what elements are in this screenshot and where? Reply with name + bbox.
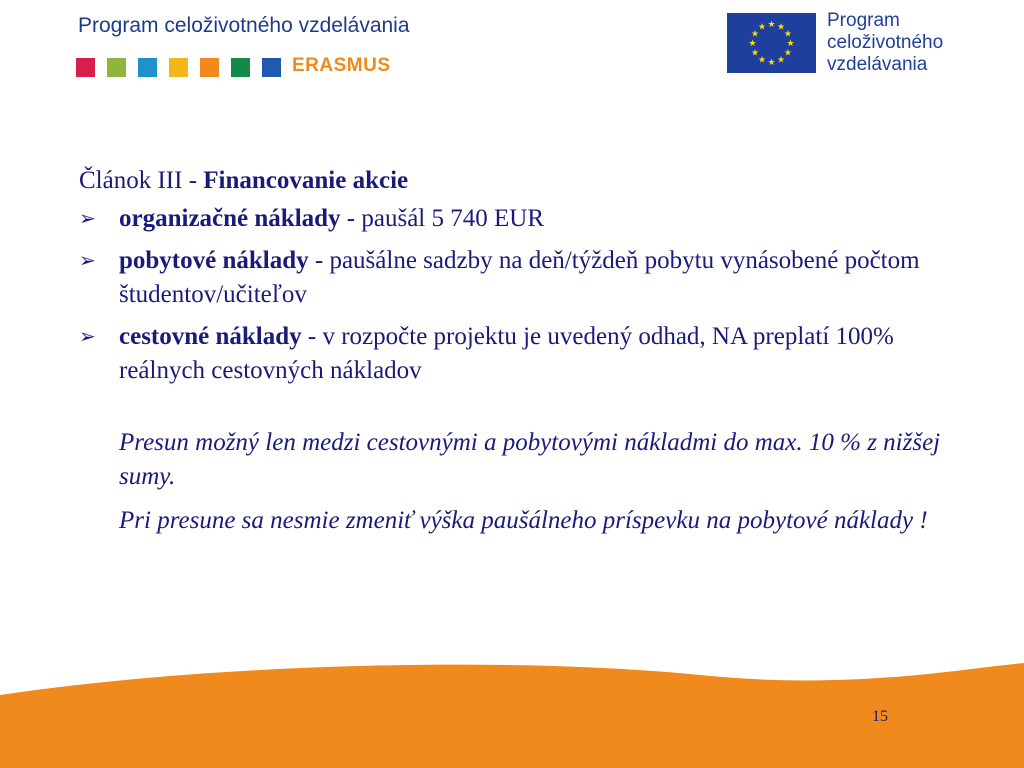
eu-star: ★ [786, 38, 795, 48]
slide-content [79, 164, 959, 538]
color-square [262, 58, 281, 77]
bullet-item [79, 244, 959, 312]
eu-star: ★ [751, 47, 760, 58]
bullet-item [79, 320, 959, 388]
color-square [138, 58, 157, 77]
eu-star: ★ [757, 21, 767, 32]
color-square [231, 58, 250, 77]
bullet-text [119, 244, 959, 312]
eu-star: ★ [767, 19, 776, 29]
arrow-bullet-icon: ➢ [79, 250, 96, 272]
color-square [76, 58, 95, 77]
page-number: 15 [872, 708, 888, 725]
eu-star: ★ [767, 57, 776, 67]
color-square [107, 58, 126, 77]
eu-star: ★ [751, 28, 760, 39]
eu-star: ★ [748, 38, 757, 48]
program-name: ERASMUS [292, 55, 391, 76]
heading-bold: Financovanie akcie [203, 167, 409, 194]
logo-line-1: Program [827, 10, 900, 31]
arrow-bullet-icon: ➢ [79, 208, 96, 230]
logo-line-3: vzdelávania [827, 54, 928, 75]
eu-flag-icon [727, 13, 816, 73]
bullet-rest: - paušálne sadzby na deň/týždeň pobytu vynásobené počtom študentov/učiteľov [119, 247, 920, 308]
heading-prefix: Článok III - [79, 167, 204, 194]
logo-line-2: celoživotného [827, 32, 944, 53]
eu-star: ★ [783, 47, 792, 58]
article-heading [79, 164, 959, 198]
note-flat-rate: Pri presune sa nesmie zmeniť výška paušálneho príspevku na pobytové náklady ! [119, 507, 928, 534]
color-square [169, 58, 188, 77]
bullet-item [79, 202, 959, 236]
bullet-bold: pobytové náklady [119, 247, 309, 274]
eu-star: ★ [776, 54, 786, 65]
eu-star: ★ [776, 21, 786, 32]
color-squares [76, 58, 281, 77]
color-square [200, 58, 219, 77]
eu-star: ★ [783, 28, 792, 39]
bullet-text [119, 202, 544, 236]
bullet-bold: organizačné náklady [119, 205, 341, 232]
note-transfer: Presun možný len medzi cestovnými a pobytovými nákladmi do max. 10 % z nižšej sumy. [119, 429, 941, 490]
eu-star: ★ [757, 54, 767, 65]
logo-text [827, 10, 943, 76]
arrow-bullet-icon: ➢ [79, 326, 96, 348]
bullet-rest: - v rozpočte projektu je uvedený odhad, NA preplatí 100% reálnych cestovných nákladov [119, 323, 894, 384]
header-title: Program celoživotného vzdelávania [78, 14, 410, 37]
footer-wave [0, 655, 1024, 768]
bullet-rest: - paušál 5 740 EUR [340, 205, 544, 232]
bullet-text [119, 320, 959, 388]
bullet-bold: cestovné náklady [119, 323, 302, 350]
